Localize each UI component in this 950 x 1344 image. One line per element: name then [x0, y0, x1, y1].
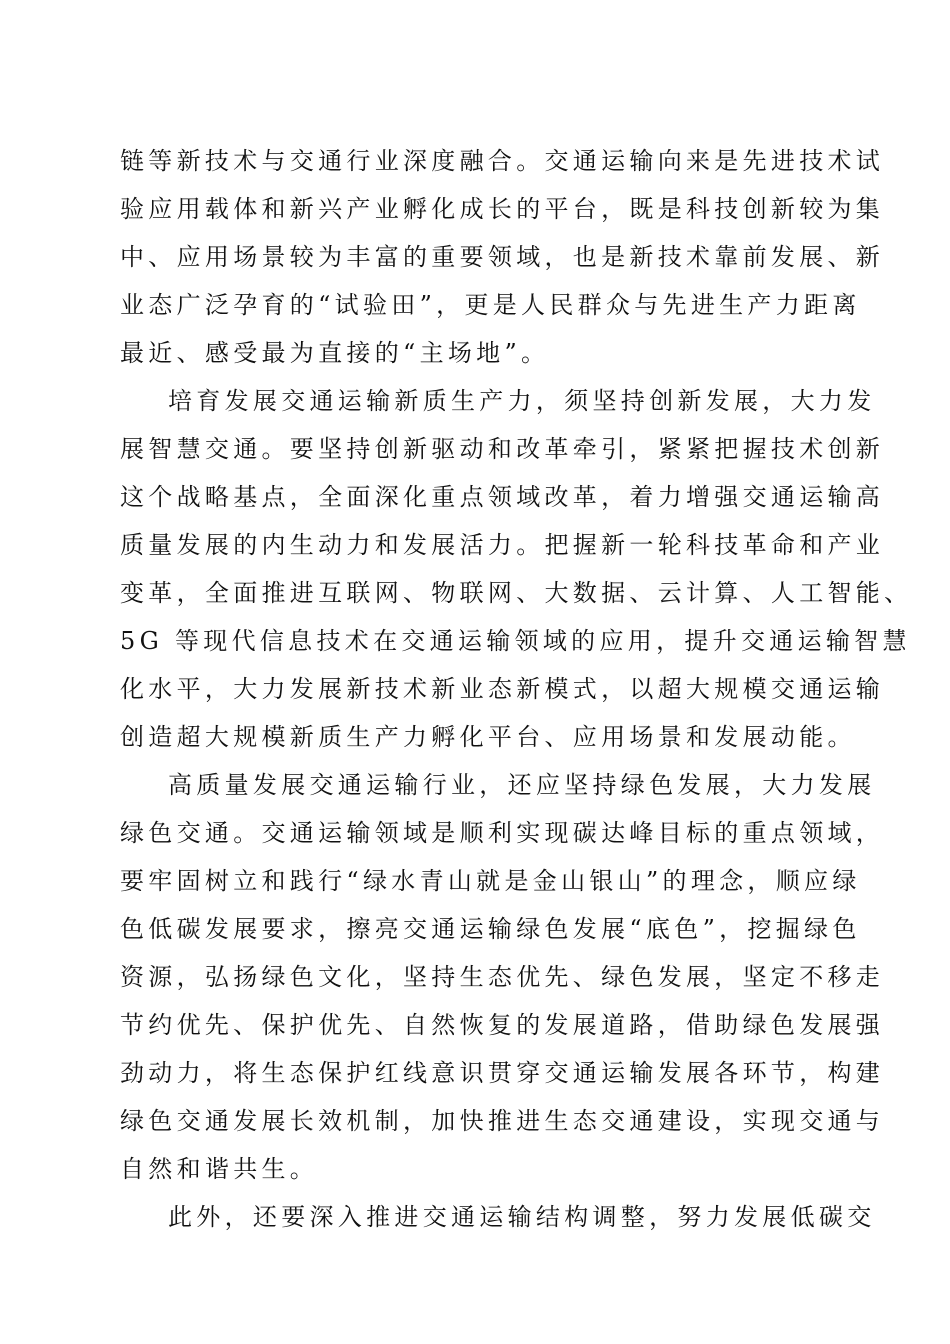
text-line: 展智慧交通。要坚持创新驱动和改革牵引，紧紧把握技术创新 — [120, 435, 885, 463]
text-line: 化水平，大力发展新技术新业态新模式，以超大规模交通运输 — [120, 675, 885, 703]
text-line: 资源，弘扬绿色文化，坚持生态优先、绿色发展，坚定不移走 — [120, 963, 885, 991]
text-line: 自然和谐共生。 — [120, 1155, 319, 1183]
text-line: 创造超大规模新质生产力孵化平台、应用场景和发展动能。 — [120, 723, 856, 751]
text-line: 节约优先、保护优先、自然恢复的发展道路，借助绿色发展强 — [120, 1011, 885, 1039]
text-line: 验应用载体和新兴产业孵化成长的平台，既是科技创新较为集 — [120, 195, 885, 223]
text-line: 业态广泛孕育的“试验田”，更是人民群众与先进生产力距离 — [120, 291, 861, 319]
text-line: 这个战略基点，全面深化重点领域改革，着力增强交通运输高 — [120, 483, 885, 511]
paragraph-first-line: 此外，还要深入推进交通运输结构调整，努力发展低碳交 — [168, 1203, 876, 1231]
text-line: 变革，全面推进互联网、物联网、大数据、云计算、人工智能、 — [120, 579, 913, 607]
text-line: 劲动力，将生态保护红线意识贯穿交通运输发展各环节，构建 — [120, 1059, 885, 1087]
text-line: 最近、感受最为直接的“主场地”。 — [120, 339, 550, 367]
paragraph-first-line: 培育发展交通运输新质生产力，须坚持创新发展，大力发 — [168, 387, 876, 415]
paragraph-first-line: 高质量发展交通运输行业，还应坚持绿色发展，大力发展 — [168, 771, 876, 799]
text-line: 质量发展的内生动力和发展活力。把握新一轮科技革命和产业 — [120, 531, 885, 559]
text-line: 绿色交通发展长效机制，加快推进生态交通建设，实现交通与 — [120, 1107, 885, 1135]
document-body — [120, 137, 913, 1241]
text-line: 中、应用场景较为丰富的重要领域，也是新技术靠前发展、新 — [120, 243, 885, 271]
text-line: 要牢固树立和践行“绿水青山就是金山银山”的理念，顺应绿 — [120, 867, 861, 895]
text-line: 链等新技术与交通行业深度融合。交通运输向来是先进技术试 — [120, 147, 885, 175]
text-line: 绿色交通。交通运输领域是顺利实现碳达峰目标的重点领域， — [120, 819, 885, 847]
text-line: 色低碳发展要求，擦亮交通运输绿色发展“底色”，挖掘绿色 — [120, 915, 861, 943]
text-line: 5G 等现代信息技术在交通运输领域的应用，提升交通运输智慧 — [120, 627, 911, 655]
